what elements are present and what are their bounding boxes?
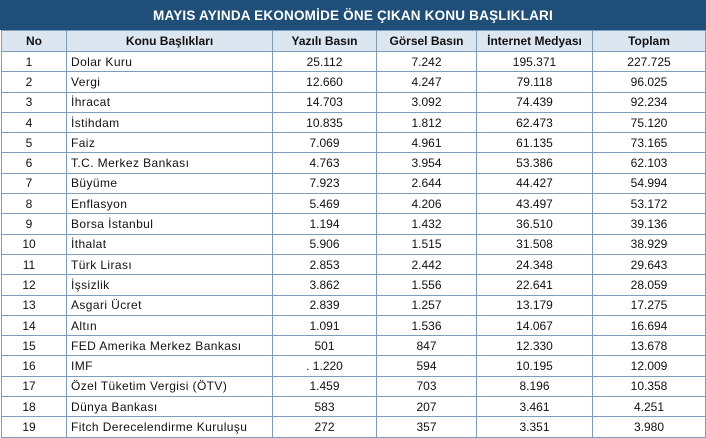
internet-media-cell: 195.371 — [477, 52, 593, 72]
topic-cell: İşsizlik — [67, 275, 273, 295]
row-number: 6 — [2, 153, 67, 173]
print-media-cell: . 1.220 — [273, 356, 377, 376]
internet-media-cell: 8.196 — [477, 376, 593, 396]
topic-cell: T.C. Merkez Bankası — [67, 153, 273, 173]
total-cell: 54.994 — [593, 173, 706, 193]
topic-cell: Faiz — [67, 133, 273, 153]
visual-media-cell: 207 — [377, 397, 477, 417]
total-cell: 53.172 — [593, 194, 706, 214]
table-row — [2, 356, 706, 376]
table-row — [2, 133, 706, 153]
internet-media-cell: 12.330 — [477, 336, 593, 356]
visual-media-cell: 1.812 — [377, 112, 477, 132]
total-cell: 4.251 — [593, 397, 706, 417]
total-cell: 38.929 — [593, 234, 706, 254]
internet-media-cell: 79.118 — [477, 72, 593, 92]
row-number: 11 — [2, 254, 67, 274]
internet-media-cell: 44.427 — [477, 173, 593, 193]
topic-cell: Borsa İstanbul — [67, 214, 273, 234]
topic-cell: Vergi — [67, 72, 273, 92]
topics-table — [1, 30, 706, 438]
print-media-cell: 5.906 — [273, 234, 377, 254]
table-row — [2, 234, 706, 254]
print-media-cell: 7.923 — [273, 173, 377, 193]
print-media-cell: 5.469 — [273, 194, 377, 214]
total-cell: 75.120 — [593, 112, 706, 132]
table-row — [2, 315, 706, 335]
visual-media-cell: 7.242 — [377, 52, 477, 72]
table-row — [2, 92, 706, 112]
internet-media-cell: 62.473 — [477, 112, 593, 132]
print-media-cell: 1.459 — [273, 376, 377, 396]
print-media-cell: 4.763 — [273, 153, 377, 173]
table-row — [2, 173, 706, 193]
print-media-cell: 1.194 — [273, 214, 377, 234]
internet-media-cell: 61.135 — [477, 133, 593, 153]
internet-media-cell: 36.510 — [477, 214, 593, 234]
visual-media-cell: 357 — [377, 417, 477, 437]
print-media-cell: 2.839 — [273, 295, 377, 315]
row-number: 10 — [2, 234, 67, 254]
internet-media-cell: 31.508 — [477, 234, 593, 254]
total-cell: 28.059 — [593, 275, 706, 295]
col-header-visual: Görsel Basın — [377, 31, 477, 52]
table-row — [2, 336, 706, 356]
table-row — [2, 417, 706, 437]
visual-media-cell: 1.432 — [377, 214, 477, 234]
visual-media-cell: 1.556 — [377, 275, 477, 295]
print-media-cell: 25.112 — [273, 52, 377, 72]
col-header-no: No — [2, 31, 67, 52]
row-number: 7 — [2, 173, 67, 193]
total-cell: 96.025 — [593, 72, 706, 92]
table-row — [2, 397, 706, 417]
table-row — [2, 214, 706, 234]
visual-media-cell: 4.961 — [377, 133, 477, 153]
table-title: MAYIS AYINDA EKONOMİDE ÖNE ÇIKAN KONU BAŞLIKLARI — [0, 0, 706, 30]
visual-media-cell: 3.092 — [377, 92, 477, 112]
table-row — [2, 254, 706, 274]
internet-media-cell: 24.348 — [477, 254, 593, 274]
print-media-cell: 2.853 — [273, 254, 377, 274]
table-row — [2, 52, 706, 72]
row-number: 19 — [2, 417, 67, 437]
internet-media-cell: 10.195 — [477, 356, 593, 376]
visual-media-cell: 4.247 — [377, 72, 477, 92]
internet-media-cell: 3.351 — [477, 417, 593, 437]
col-header-internet: İnternet Medyası — [477, 31, 593, 52]
row-number: 5 — [2, 133, 67, 153]
row-number: 14 — [2, 315, 67, 335]
topic-cell: Enflasyon — [67, 194, 273, 214]
print-media-cell: 1.091 — [273, 315, 377, 335]
topic-cell: Dünya Bankası — [67, 397, 273, 417]
total-cell: 16.694 — [593, 315, 706, 335]
row-number: 3 — [2, 92, 67, 112]
internet-media-cell: 74.439 — [477, 92, 593, 112]
visual-media-cell: 2.644 — [377, 173, 477, 193]
total-cell: 62.103 — [593, 153, 706, 173]
internet-media-cell: 13.179 — [477, 295, 593, 315]
print-media-cell: 272 — [273, 417, 377, 437]
total-cell: 3.980 — [593, 417, 706, 437]
topic-cell: Altın — [67, 315, 273, 335]
row-number: 4 — [2, 112, 67, 132]
visual-media-cell: 1.257 — [377, 295, 477, 315]
row-number: 8 — [2, 194, 67, 214]
table-row — [2, 112, 706, 132]
topic-cell: İhracat — [67, 92, 273, 112]
visual-media-cell: 3.954 — [377, 153, 477, 173]
col-header-print: Yazılı Basın — [273, 31, 377, 52]
total-cell: 29.643 — [593, 254, 706, 274]
internet-media-cell: 14.067 — [477, 315, 593, 335]
row-number: 17 — [2, 376, 67, 396]
total-cell: 73.165 — [593, 133, 706, 153]
row-number: 16 — [2, 356, 67, 376]
header-row — [2, 31, 706, 52]
visual-media-cell: 1.515 — [377, 234, 477, 254]
row-number: 13 — [2, 295, 67, 315]
total-cell: 12.009 — [593, 356, 706, 376]
topic-cell: Türk Lirası — [67, 254, 273, 274]
total-cell: 17.275 — [593, 295, 706, 315]
topic-cell: Dolar Kuru — [67, 52, 273, 72]
total-cell: 13.678 — [593, 336, 706, 356]
table-row — [2, 295, 706, 315]
table-body — [2, 52, 706, 438]
col-header-topic: Konu Başlıkları — [67, 31, 273, 52]
table-row — [2, 194, 706, 214]
visual-media-cell: 847 — [377, 336, 477, 356]
print-media-cell: 583 — [273, 397, 377, 417]
total-cell: 227.725 — [593, 52, 706, 72]
topic-cell: Büyüme — [67, 173, 273, 193]
row-number: 9 — [2, 214, 67, 234]
total-cell: 10.358 — [593, 376, 706, 396]
topic-cell: Asgari Ücret — [67, 295, 273, 315]
row-number: 2 — [2, 72, 67, 92]
topic-cell: İstihdam — [67, 112, 273, 132]
row-number: 15 — [2, 336, 67, 356]
visual-media-cell: 4.206 — [377, 194, 477, 214]
visual-media-cell: 703 — [377, 376, 477, 396]
topic-cell: IMF — [67, 356, 273, 376]
print-media-cell: 501 — [273, 336, 377, 356]
internet-media-cell: 22.641 — [477, 275, 593, 295]
topic-cell: FED Amerika Merkez Bankası — [67, 336, 273, 356]
table-row — [2, 376, 706, 396]
topic-cell: İthalat — [67, 234, 273, 254]
table-row — [2, 275, 706, 295]
print-media-cell: 3.862 — [273, 275, 377, 295]
visual-media-cell: 594 — [377, 356, 477, 376]
internet-media-cell: 53.386 — [477, 153, 593, 173]
print-media-cell: 14.703 — [273, 92, 377, 112]
print-media-cell: 7.069 — [273, 133, 377, 153]
total-cell: 39.136 — [593, 214, 706, 234]
row-number: 12 — [2, 275, 67, 295]
col-header-total: Toplam — [593, 31, 706, 52]
topic-cell: Özel Tüketim Vergisi (ÖTV) — [67, 376, 273, 396]
visual-media-cell: 1.536 — [377, 315, 477, 335]
table-row — [2, 72, 706, 92]
visual-media-cell: 2.442 — [377, 254, 477, 274]
row-number: 18 — [2, 397, 67, 417]
topic-cell: Fitch Derecelendirme Kuruluşu — [67, 417, 273, 437]
row-number: 1 — [2, 52, 67, 72]
internet-media-cell: 3.461 — [477, 397, 593, 417]
print-media-cell: 10.835 — [273, 112, 377, 132]
internet-media-cell: 43.497 — [477, 194, 593, 214]
table-row — [2, 153, 706, 173]
total-cell: 92.234 — [593, 92, 706, 112]
print-media-cell: 12.660 — [273, 72, 377, 92]
